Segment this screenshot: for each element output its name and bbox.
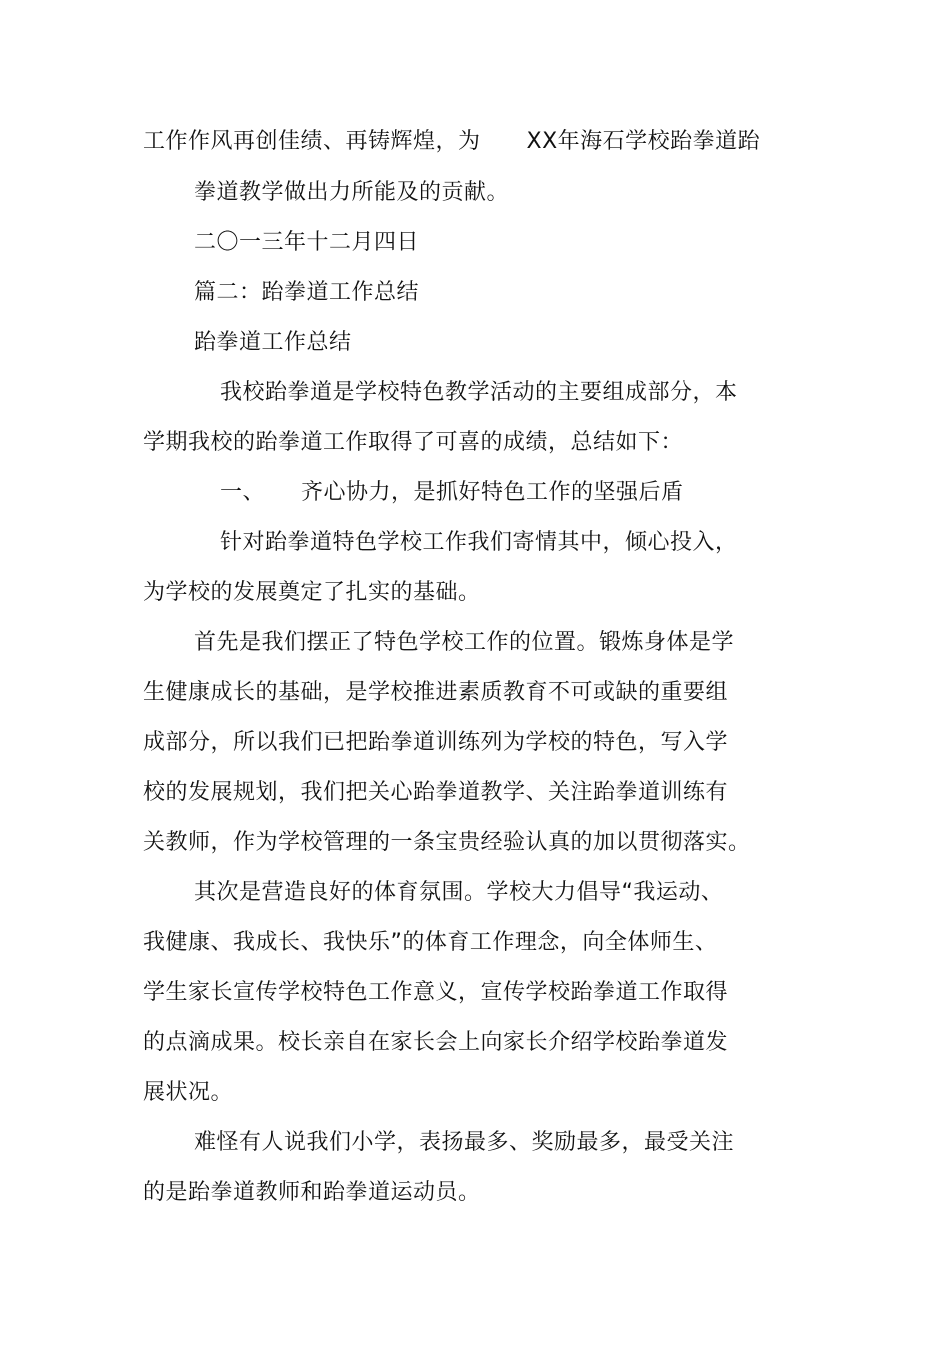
body-line-18: 学生家长宣传学校特色工作意义，宣传学校跆拳道工作取得 — [143, 980, 729, 1005]
section-title: 篇二：跆拳道工作总结 — [194, 280, 420, 305]
body-line-11: 首先是我们摆正了特色学校工作的位置。锻炼身体是学 — [194, 630, 735, 655]
body-line-2: 拳道教学做出力所能及的贡献。 — [194, 180, 510, 205]
body-line-20: 展状况。 — [143, 1080, 234, 1105]
line-1-part-1: 工作作风再创佳绩、再铸辉煌，为 — [143, 129, 481, 154]
body-line-1 — [143, 127, 760, 157]
body-line-6: 我校跆拳道是学校特色教学活动的主要组成部分，本 — [220, 380, 738, 405]
heading-1-text: 齐心协力，是抓好特色工作的坚强后盾 — [301, 480, 684, 505]
body-line-10: 为学校的发展奠定了扎实的基础。 — [143, 580, 481, 605]
body-line-7: 学期我校的跆拳道工作取得了可喜的成绩，总结如下： — [143, 430, 684, 455]
heading-1-number: 一、 — [220, 480, 266, 505]
article-title: 跆拳道工作总结 — [194, 330, 352, 355]
body-line-17: 我健康、我成长、我快乐”的体育工作理念，向全体师生、 — [143, 930, 718, 955]
body-line-15: 关教师，作为学校管理的一条宝贵经验认真的加以贯彻落实。 — [143, 830, 751, 855]
body-line-9: 针对跆拳道特色学校工作我们寄情其中，倾心投入， — [220, 530, 738, 555]
body-line-21: 难怪有人说我们小学，表扬最多、奖励最多，最受关注 — [194, 1130, 735, 1155]
line-1-part-2: XX年海石学校跆拳道跆 — [526, 129, 761, 154]
date-line: 二〇一三年十二月四日 — [194, 230, 420, 255]
body-line-16: 其次是营造良好的体育氛围。学校大力倡导“我运动、 — [194, 880, 724, 905]
body-line-22: 的是跆拳道教师和跆拳道运动员。 — [143, 1180, 481, 1205]
body-line-14: 校的发展规划，我们把关心跆拳道教学、关注跆拳道训练有 — [143, 780, 729, 805]
heading-1 — [220, 478, 684, 508]
body-line-19: 的点滴成果。校长亲自在家长会上向家长介绍学校跆拳道发 — [143, 1030, 729, 1055]
body-line-13: 成部分，所以我们已把跆拳道训练列为学校的特色，写入学 — [143, 730, 729, 755]
body-line-12: 生健康成长的基础，是学校推进素质教育不可或缺的重要组 — [143, 680, 729, 705]
